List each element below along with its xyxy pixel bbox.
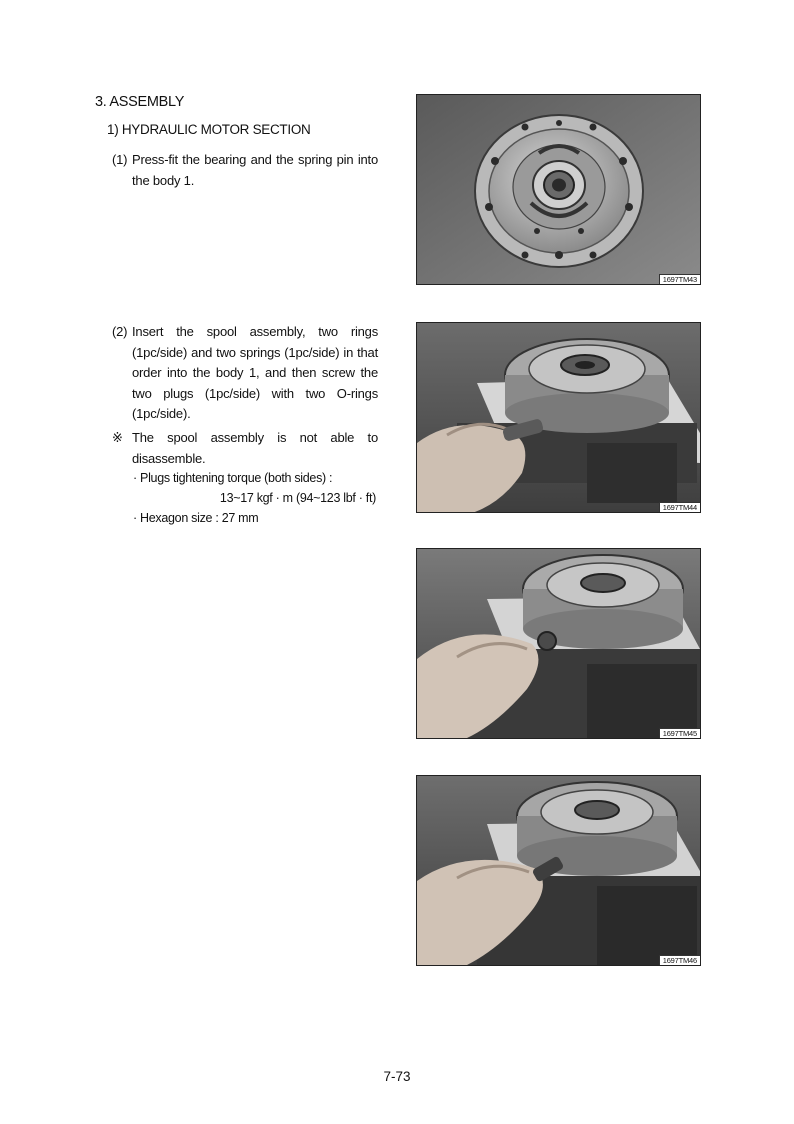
photo-motor-body — [416, 94, 701, 285]
hexagon-size: · Hexagon size : 27 mm — [133, 511, 259, 525]
photo-caption: 1697TM44 — [659, 502, 700, 512]
note — [112, 428, 378, 469]
photo-spool-insert — [416, 322, 701, 513]
subsection-title: 1) HYDRAULIC MOTOR SECTION — [107, 122, 311, 137]
step-1 — [112, 150, 378, 191]
note-text: The spool assembly is not able to disassemble. — [132, 430, 378, 466]
step-text: Insert the spool assembly, two rings (1pc/side) and two springs (1pc/side) in that order into the body 1, and then screw the two plugs (1pc/side) with two O-rings (1pc/side). — [132, 324, 378, 421]
page-number: 7-73 — [383, 1069, 411, 1084]
step-text: Press-fit the bearing and the spring pin into the body 1. — [132, 152, 378, 188]
photo-caption: 1697TM46 — [659, 955, 700, 965]
photo-plug-screw — [416, 548, 701, 739]
step-number: (2) — [112, 324, 128, 339]
photo-caption: 1697TM43 — [659, 274, 700, 284]
section-title: 3. ASSEMBLY — [95, 94, 185, 110]
torque-value: 13~17 kgf · m (94~123 lbf · ft) — [219, 491, 376, 505]
torque-label: · Plugs tightening torque (both sides) : — [133, 471, 333, 485]
photo-caption: 1697TM45 — [659, 728, 700, 738]
step-2 — [112, 322, 378, 425]
step-number: (1) — [112, 152, 128, 167]
photo-oring-plug — [416, 775, 701, 966]
note-symbol: ※ — [112, 430, 123, 445]
